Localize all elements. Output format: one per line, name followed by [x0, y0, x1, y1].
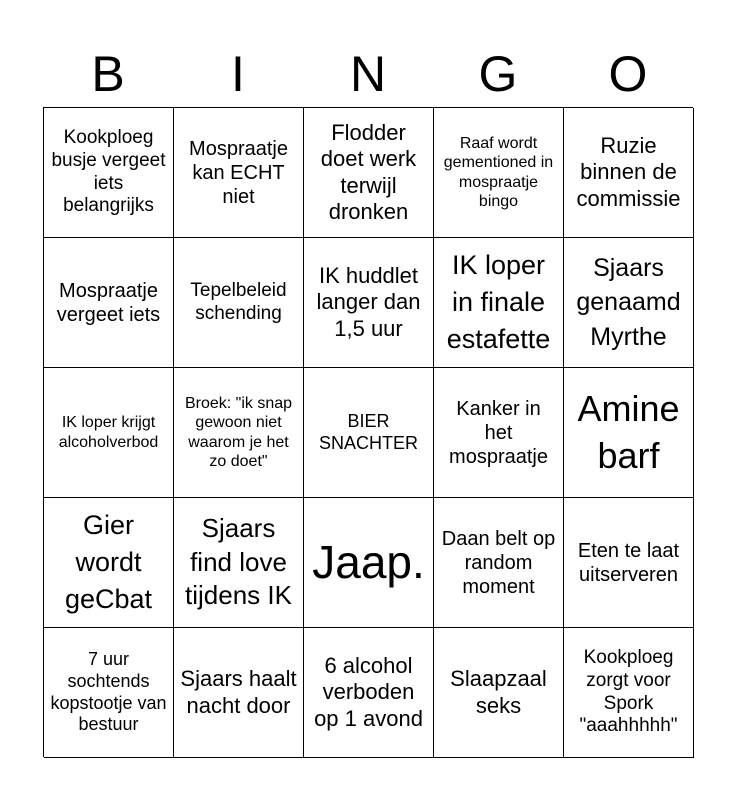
bingo-cell-text: Sjaars haalt nacht door [180, 666, 297, 718]
bingo-cell-r4c2[interactable] [174, 498, 304, 628]
bingo-cell-text: Slaapzaal seks [450, 666, 547, 718]
bingo-cell-r3c4[interactable] [434, 368, 564, 498]
bingo-grid [43, 107, 693, 757]
bingo-cell-text: IK loper in finale estafette [446, 249, 551, 355]
bingo-cell-text: Tepelbeleid schending [190, 279, 287, 324]
header-letter-b: B [91, 46, 125, 102]
bingo-cell-r4c3[interactable] [304, 498, 434, 628]
bingo-cell-r2c1[interactable] [44, 238, 174, 368]
bingo-cell-text: Daan belt op random moment [441, 527, 556, 598]
bingo-cell-text: BIER SNACHTER [318, 410, 418, 453]
bingo-cell-r4c5[interactable] [564, 498, 694, 628]
bingo-cell-r1c5[interactable] [564, 108, 694, 238]
bingo-cell-text: Mospraatje vergeet iets [56, 279, 161, 326]
bingo-cell-r3c1[interactable] [44, 368, 174, 498]
bingo-cell-text: Jaap. [312, 535, 425, 588]
bingo-cell-text: Sjaars find love tijdens IK [185, 512, 292, 611]
bingo-cell-r3c5[interactable] [564, 368, 694, 498]
bingo-cell-r3c2[interactable] [174, 368, 304, 498]
bingo-cell-text: 6 alcohol verboden op 1 avond [314, 652, 423, 731]
header-letter-o: O [608, 46, 648, 102]
bingo-cell-text: Flodder doet werk terwijl dronken [320, 119, 417, 224]
bingo-cell-r2c4[interactable] [434, 238, 564, 368]
bingo-cell-r5c3[interactable] [304, 628, 434, 758]
bingo-cell-r5c4[interactable] [434, 628, 564, 758]
bingo-cell-r2c3[interactable] [304, 238, 434, 368]
bingo-cell-text: Raaf wordt gementioned in mospraatje bingo [443, 135, 554, 210]
bingo-cell-r1c4[interactable] [434, 108, 564, 238]
bingo-cell-text: Broek: "ik snap gewoon niet waarom je het zo doet" [184, 395, 293, 470]
bingo-cell-r5c2[interactable] [174, 628, 304, 758]
bingo-cell-text: Eten te laat uitserveren [577, 539, 680, 586]
bingo-cell-text: Kanker in het mospraatje [449, 397, 548, 468]
bingo-cell-text: Mospraatje kan ECHT niet [189, 137, 288, 208]
bingo-cell-r1c3[interactable] [304, 108, 434, 238]
bingo-cell-r1c1[interactable] [44, 108, 174, 238]
bingo-cell-text: 7 uur sochtends kopstootje van bestuur [50, 649, 167, 735]
bingo-cell-text: Kookploeg zorgt voor Spork "aaahhhhh" [579, 646, 678, 737]
bingo-cell-r2c2[interactable] [174, 238, 304, 368]
header-letter-g: G [478, 46, 518, 102]
bingo-cell-text: Ruzie binnen de commissie [576, 132, 681, 211]
bingo-cell-r4c1[interactable] [44, 498, 174, 628]
bingo-cell-r5c5[interactable] [564, 628, 694, 758]
bingo-cell-text: IK huddlet langer dan 1,5 uur [316, 262, 421, 341]
bingo-cell-r3c3[interactable] [304, 368, 434, 498]
header-letter-n: N [349, 46, 387, 102]
header-letter-i: I [231, 46, 245, 102]
bingo-cell-text: Gier wordt geCbat [64, 509, 153, 615]
bingo-cell-r2c5[interactable] [564, 238, 694, 368]
bingo-cell-text: Amine barf [577, 387, 680, 476]
bingo-cell-r1c2[interactable] [174, 108, 304, 238]
bingo-cell-text: Kookploeg busje vergeet iets belangrijks [51, 126, 166, 217]
bingo-header [43, 40, 693, 108]
bingo-cell-r4c4[interactable] [434, 498, 564, 628]
bingo-cell-text: IK loper krijgt alcoholverbod [58, 414, 159, 451]
bingo-cell-r5c1[interactable] [44, 628, 174, 758]
bingo-cell-text: Sjaars genaamd Myrthe [576, 253, 681, 351]
